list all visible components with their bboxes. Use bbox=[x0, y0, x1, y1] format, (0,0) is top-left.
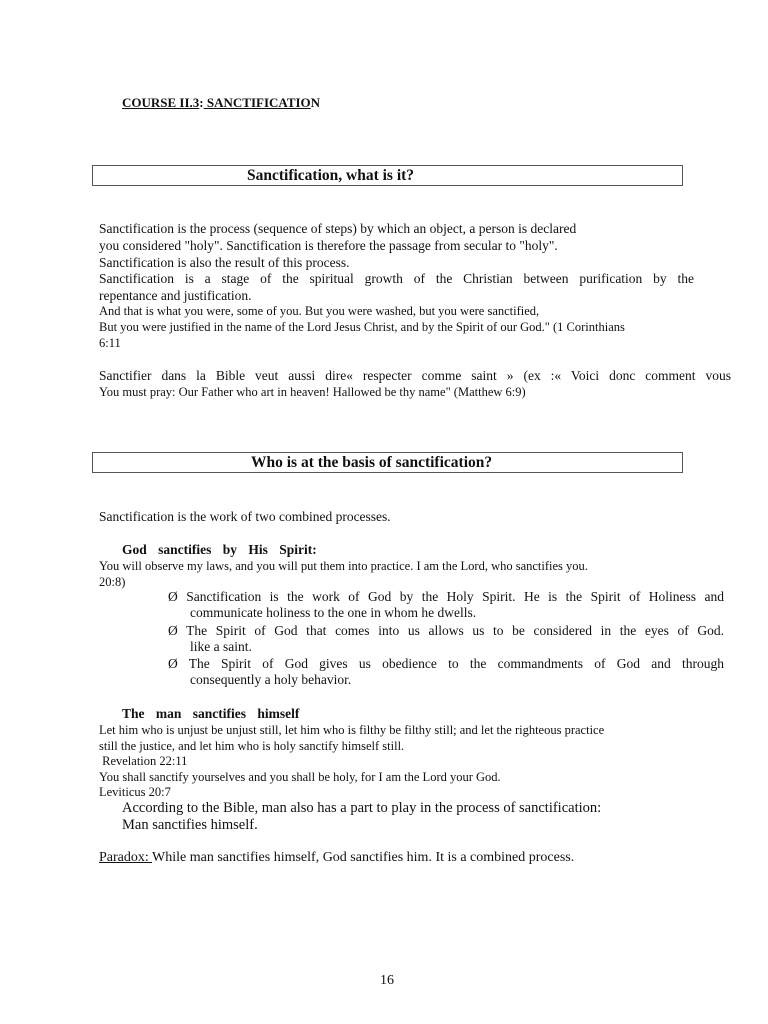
bullet-item bbox=[168, 656, 724, 688]
s1-line-1: Sanctification is the process (sequence of steps) by which an object, a person is declared bbox=[99, 221, 577, 236]
god-heading: God sanctifies by His Spirit: bbox=[122, 542, 317, 557]
man-quote-1: Let him who is unjust be unjust still, let him who is filthy be filthy still; and let the righteous practice bbox=[99, 723, 605, 737]
paradox-paragraph bbox=[99, 850, 574, 866]
man-heading: The man sanctifies himself bbox=[122, 706, 300, 721]
course-colon: : bbox=[199, 95, 204, 110]
s1-quote-1: And that is what you were, some of you. But you were washed, but you were sanctified, bbox=[99, 304, 540, 318]
god-quote: You will observe my laws, and you will put them into practice. I am the Lord, who sanctifies you. bbox=[99, 559, 588, 573]
man-quote-4: You shall sanctify yourselves and you shall be holy, for I am the Lord your God. bbox=[99, 770, 501, 784]
course-heading bbox=[122, 95, 320, 111]
s1-french-line: Sanctifier dans la Bible veut aussi dire« respecter comme saint » (ex :« Voici donc comment vous bbox=[99, 368, 731, 383]
god-ref: 20:8) bbox=[99, 575, 126, 589]
bullet-item bbox=[168, 623, 724, 655]
s1-line-2: you considered "holy". Sanctification is therefore the passage from secular to "holy". bbox=[99, 238, 558, 253]
s1-quote-3: 6:11 bbox=[99, 336, 121, 350]
bullet-1-line1: Sanctification is the work of God by the Holy Spirit. He is the Spirit of Holiness and bbox=[186, 589, 724, 604]
section2-title: Who is at the basis of sanctification? bbox=[251, 454, 493, 471]
s1-quote-2: But you were justified in the name of the Lord Jesus Christ, and by the Spirit of our God." (1 Corinthians bbox=[99, 320, 625, 334]
bullet-3-line1: The Spirit of God gives us obedience to the commandments of God and through bbox=[188, 656, 724, 671]
bullet-1-line2: communicate holiness to the one in whom he dwells. bbox=[190, 605, 477, 620]
page-number: 16 bbox=[380, 973, 394, 988]
man-quote-3: Revelation 22:11 bbox=[99, 754, 188, 768]
section2-title-box bbox=[92, 452, 683, 473]
bullet-arrow-icon: Ø bbox=[168, 656, 178, 671]
course-prefix: COURSE II.3 bbox=[122, 95, 200, 110]
paradox-text: While man sanctifies himself, God sanctifies him. It is a combined process. bbox=[152, 850, 575, 865]
man-quote-2: still the justice, and let him who is holy sanctify himself still. bbox=[99, 739, 405, 753]
section1-title-box bbox=[92, 165, 683, 186]
bullet-3-line2: consequently a holy behavior. bbox=[190, 672, 352, 687]
man-quote-5: Leviticus 20:7 bbox=[99, 785, 171, 799]
bullet-arrow-icon: Ø bbox=[168, 623, 178, 638]
bullet-arrow-icon: Ø bbox=[168, 589, 178, 604]
course-title-end: N bbox=[310, 95, 321, 110]
bible-line-1: According to the Bible, man also has a part to play in the process of sanctification: bbox=[122, 800, 602, 816]
bullet-item bbox=[168, 589, 724, 621]
s1-line-3: Sanctification is also the result of this process. bbox=[99, 255, 350, 270]
bullet-2-line1: The Spirit of God that comes into us allows us to be considered in the eyes of God. bbox=[186, 623, 725, 638]
s1-line-4: Sanctification is a stage of the spiritual growth of the Christian between purification by the bbox=[99, 271, 694, 286]
bible-line-2: Man sanctifies himself. bbox=[122, 817, 258, 833]
paradox-label: Paradox: bbox=[99, 850, 153, 865]
s1-matthew-line: You must pray: Our Father who art in heaven! Hallowed be thy name" (Matthew 6:9) bbox=[99, 385, 526, 399]
s2-intro: Sanctification is the work of two combined processes. bbox=[99, 509, 391, 524]
course-title: SANCTIFICATIO bbox=[203, 95, 311, 110]
s1-line-5: repentance and justification. bbox=[99, 288, 252, 303]
section1-title: Sanctification, what is it? bbox=[247, 167, 415, 184]
bullet-2-line2: like a saint. bbox=[190, 639, 252, 654]
